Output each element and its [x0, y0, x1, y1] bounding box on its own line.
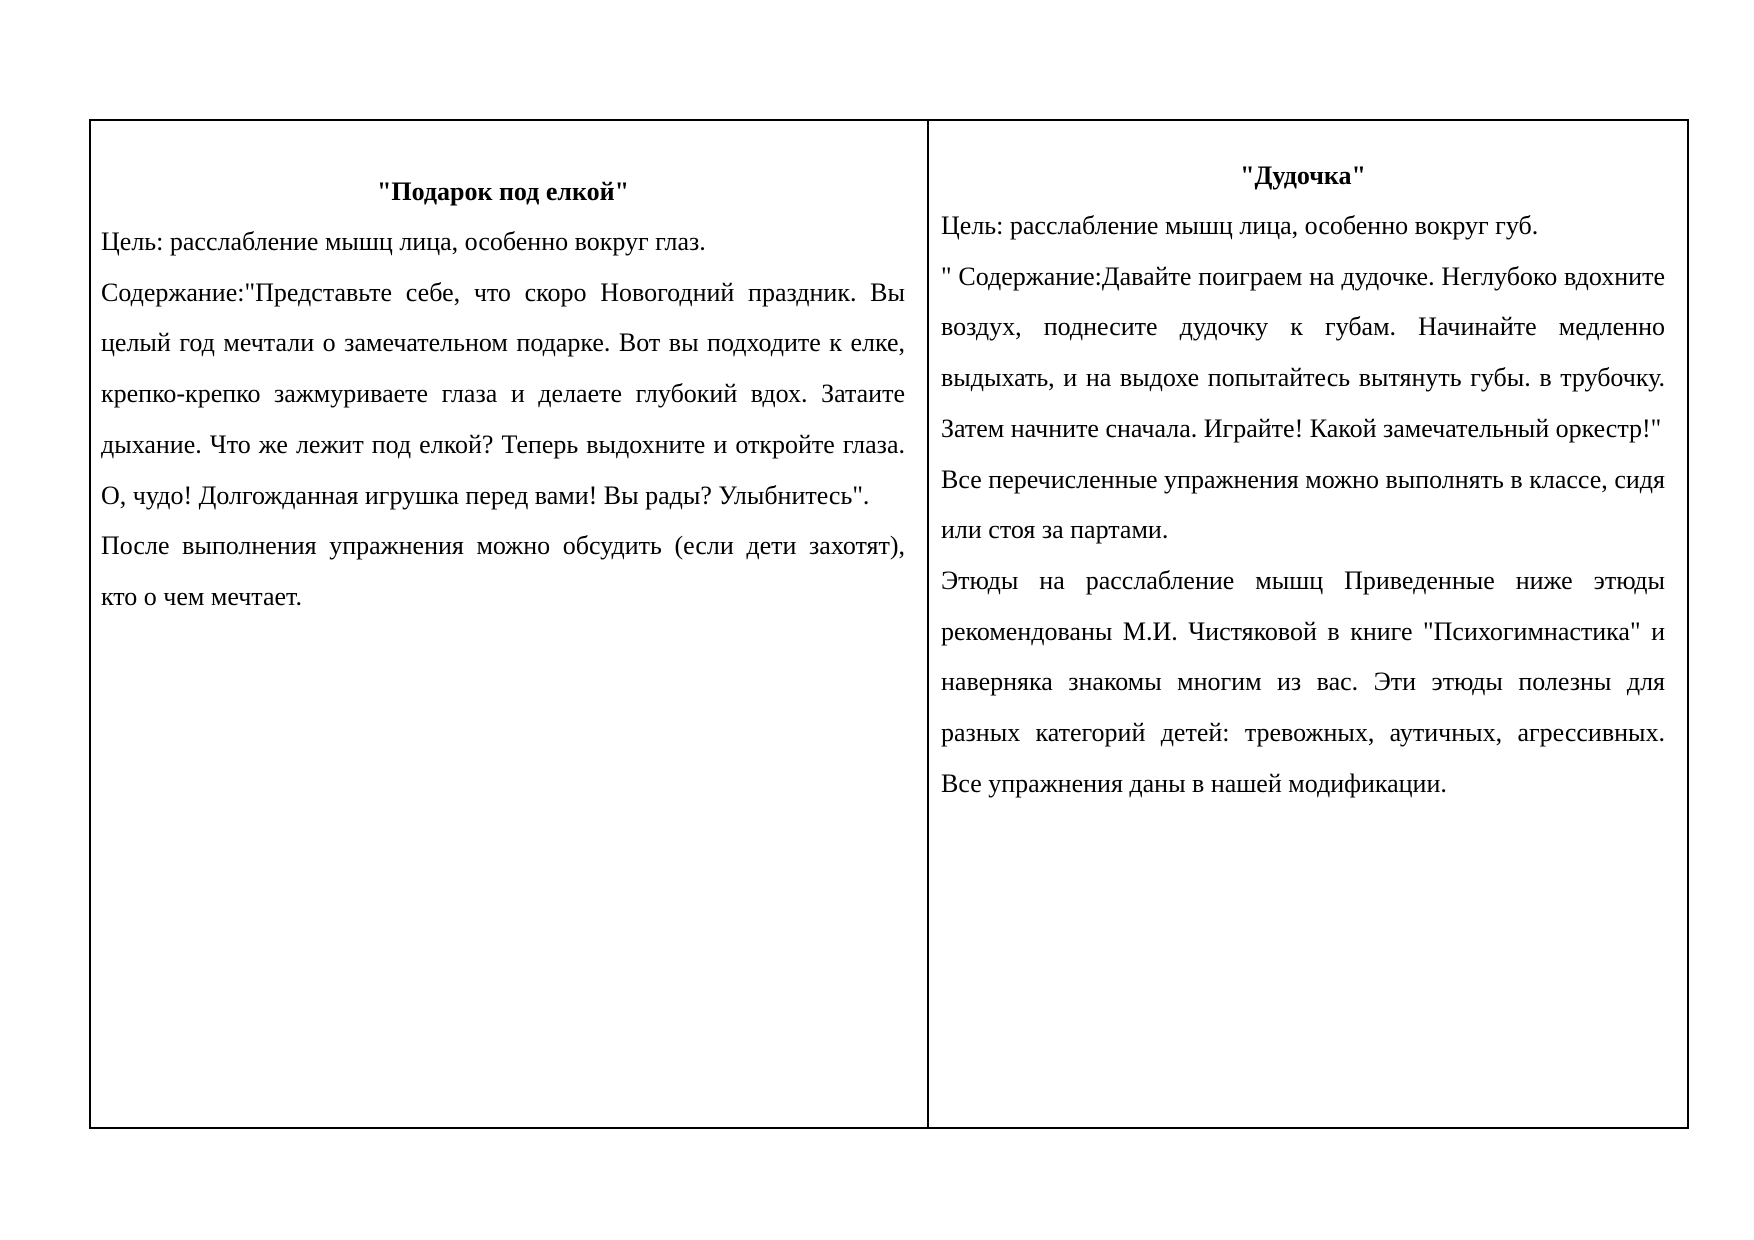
left-cell-note: После выполнения упражнения можно обсудить (если дети захотят), кто о чем мечтает.: [101, 531, 905, 611]
left-cell-goal: Цель: расслабление мышц лица, особенно вокруг глаз.: [101, 227, 706, 256]
right-cell: [929, 121, 1687, 1127]
right-cell-content: " Содержание:Давайте поиграем на дудочке. Неглубоко вдохните воздух, поднесите дудочку к губам. Начинайте медленно выдыхать, и на выдохе попытайтесь вытянуть губы. в трубочку. Затем начните сначала. Играйте! Какой замечательный оркестр!": [941, 261, 1665, 443]
left-cell-title: "Подарок под елкой": [376, 177, 630, 206]
exercise-table: [89, 119, 1689, 1129]
right-cell-note: Все перечисленные упражнения можно выполнять в классе, сидя или стоя за партами.: [941, 464, 1665, 545]
right-cell-etudes: Этюды на расслабление мышц Приведенные ниже этюды рекомендованы М.И. Чистяковой в книге "Психогимнастика" и наверняка знакомы многим из вас. Эти этюды полезны для разных категорий детей: тревожных, аутичных, агрессивных. Все упражнения даны в нашей модификации.: [941, 565, 1665, 798]
left-cell-content: Содержание:"Представьте себе, что скоро Новогодний праздник. Вы целый год мечтали о замечательном подарке. Вот вы подходите к елке, крепко-крепко зажмуриваете глаза и делаете глубокий вдох. Затаите дыхание. Что же лежит под елкой? Теперь выдохните и откройте глаза. О, чудо! Долгожданная игрушка перед вами! Вы рады? Улыбнитесь".: [101, 277, 905, 510]
left-cell: [91, 121, 929, 1127]
right-cell-goal: Цель: расслабление мышц лица, особенно вокруг губ.: [941, 211, 1539, 240]
right-cell-title: "Дудочка": [1240, 161, 1366, 190]
